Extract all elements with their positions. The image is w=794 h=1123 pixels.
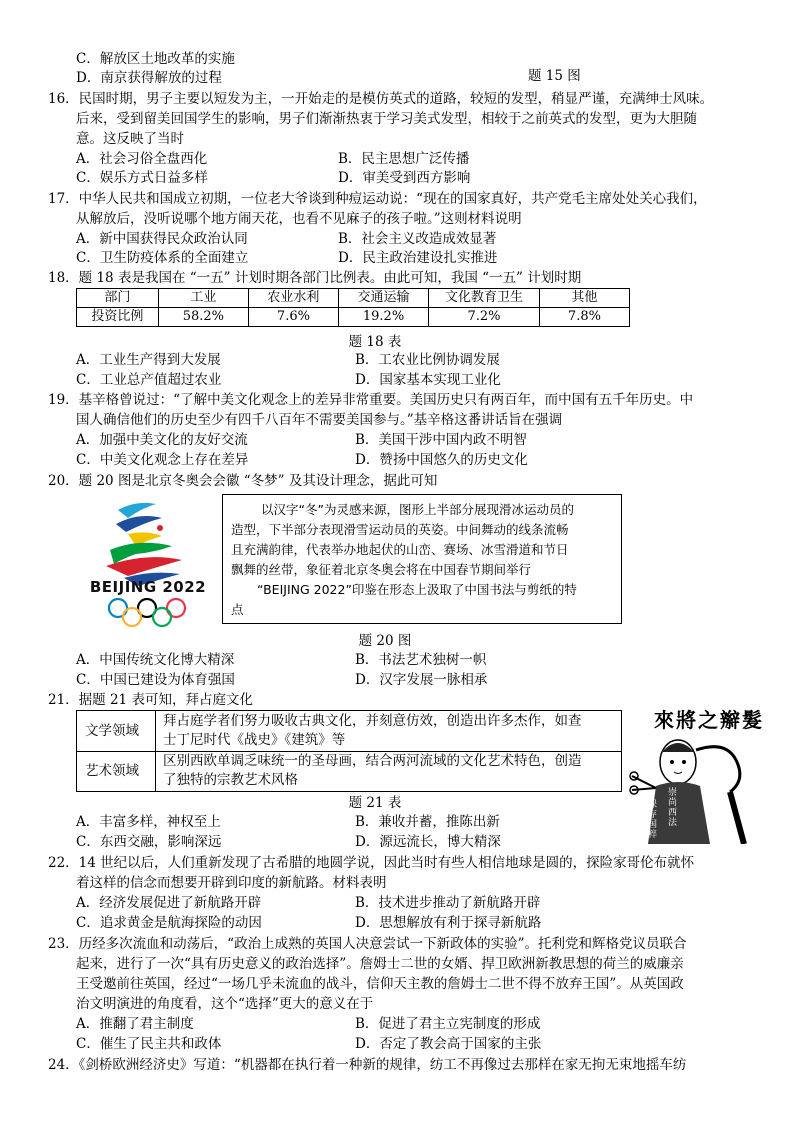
- q18-row-cell: 7.8%: [539, 308, 629, 327]
- q18-row-cell: 19.2%: [338, 308, 428, 327]
- q17-stem-line1: 17．中华人民共和国成立初期，一位老大爷谈到种痘运动说：“现在的国家真好，共产党毛主席处处关心我们，: [48, 191, 707, 207]
- q18-header-cell: 文化教育卫生: [429, 289, 540, 308]
- q18-option-c: C．工业总产值超过农业: [76, 372, 222, 388]
- q21-option-d: D．源远流长，博大精深: [355, 834, 501, 850]
- q21-stem-line1: 21．据题 21 表可知，拜占庭文化: [48, 692, 253, 708]
- q17-option-c: C．卫生防疫体系的全面建立: [76, 250, 249, 266]
- q19-option-b: B．美国干涉中国内政不明智: [355, 432, 527, 448]
- q21-row1-label: 文学领域: [85, 723, 139, 739]
- q16-option-c: C．娱乐方式日益多样: [76, 170, 208, 186]
- q20-box-line6: 点: [231, 602, 244, 617]
- cartoon-label-western: 崇尚西法: [668, 788, 678, 828]
- q20-option-b: B．书法艺术独树一帜: [355, 652, 487, 668]
- q20-box-line1: 以汉字“冬”为灵感来源，图形上半部分展现滑冰运动员的: [261, 502, 574, 517]
- q17-option-a: A．新中国获得民众政治认同: [76, 231, 248, 247]
- q21-row2-text1: 区别西欧单调乏味统一的圣母画，结合两河流域的文化艺术特色，创造: [163, 753, 582, 769]
- q21-table: [76, 710, 622, 792]
- q22-stem-line2: 着这样的信念而想要开辟到印度的新航路。材料表明: [76, 875, 387, 891]
- q16-stem-line1: 16．民国时期，男子主要以短发为主，一开始走的是模仿英式的道路，较短的发型，稍显严谨，充满绅士风味。: [48, 91, 714, 107]
- q23-stem-line3: 王受邀前往英国，经过“一场几乎未流血的战斗，信仰天主教的詹姆士二世不得不放弃王国”。从英国政: [76, 976, 684, 992]
- q23-stem-line2: 起来，进行了一次“具有历史意义的政治选择”。詹姆士二世的女婿、捍卫欧洲新教思想的荷兰的威廉亲: [76, 956, 684, 972]
- q18-header-cell: 交通运输: [338, 289, 428, 308]
- q23-option-c: C．催生了民主共和政体: [76, 1036, 222, 1052]
- q21-row2-label: 艺术领域: [85, 763, 139, 779]
- beijing-2022-emblem: [76, 494, 218, 628]
- q16-stem-line2: 后来，受到留美回国学生的影响，男子们渐渐热衷于学习美式发型，相较于之前英式的发型，更为大胆随: [76, 111, 697, 127]
- q18-header-cell: 工业: [158, 289, 248, 308]
- q20-description-box: [222, 494, 622, 624]
- q18-option-a: A．工业生产得到大发展: [76, 352, 221, 368]
- q18-option-b: B．工农业比例协调发展: [355, 352, 500, 368]
- q21-row1-text2: 士丁尼时代《战史》《建筑》等: [163, 732, 346, 748]
- q22-option-c: C．追求黄金是航海探险的动因: [76, 915, 262, 931]
- q18-row-cell: 7.6%: [248, 308, 338, 327]
- q22-option-b: B．技术进步推动了新航路开辟: [355, 895, 541, 911]
- q21-table-caption: 题 21 表: [348, 795, 402, 811]
- cartoon-title: 來將之辮髮: [654, 708, 764, 732]
- q19-stem-line2: 国人确信他们的历史至少有四千八百年不需要美国参与。”基辛格这番讲话旨在强调: [76, 412, 563, 428]
- queue-cutting-cartoon: [626, 704, 792, 844]
- q21-row1-text1: 拜占庭学者们努力吸收古典文化，并刻意仿效，创造出许多杰作，如查: [163, 713, 582, 729]
- q16-option-b: B．民主思想广泛传播: [338, 151, 470, 167]
- q19-option-c: C．中美文化观念上存在差异: [76, 452, 249, 468]
- q18-table-caption: 题 18 表: [348, 334, 402, 350]
- q20-option-a: A．中国传统文化博大精深: [76, 652, 235, 668]
- q20-box-line3: 且充满韵律，代表举办地起伏的山峦、赛场、冰雪滑道和节日: [231, 542, 569, 557]
- q21-row2-text2: 了独特的宗教艺术风格: [163, 772, 298, 788]
- q16-option-a: A．社会习俗全盘西化: [76, 151, 208, 167]
- q23-option-d: D．否定了教会高于国家的主张: [355, 1036, 542, 1052]
- q23-option-b: B．促进了君主立宪制度的形成: [355, 1016, 541, 1032]
- q17-stem-line2: 从解放后，没听说哪个地方闹天花，也看不见麻子的孩子啦。”这则材料说明: [76, 211, 522, 227]
- q22-stem-line1: 22．14 世纪以后，人们重新发现了古希腊的地圆学说，因此当时有些人相信地球是圆的，探险家哥伦布就怀: [48, 855, 695, 871]
- q21-option-c: C．东西交融，影响深远: [76, 834, 222, 850]
- q18-header-cell: 其他: [539, 289, 629, 308]
- q15-option-d: D．南京获得解放的过程: [76, 70, 222, 86]
- q24-stem-line1: 24．《剑桥欧洲经济史》写道：“机器都在执行着一种新的规律，纺工不再像过去那样在家无拘无束地摇车纺: [48, 1057, 687, 1073]
- q23-stem-line1: 23．历经多次流血和动荡后，“政治上成熟的英国人决意尝试一下新政体的实验”。托利党和辉格党议员联合: [48, 936, 687, 952]
- q21-option-b: B．兼收并蓄，推陈出新: [355, 814, 500, 830]
- q23-option-a: A．推翻了君主制度: [76, 1016, 194, 1032]
- q20-option-c: C．中国已建设为体育强国: [76, 672, 235, 688]
- q15-option-c: C．解放区土地改革的实施: [76, 51, 235, 67]
- q18-table: [76, 288, 630, 327]
- q19-option-d: D．赞扬中国悠久的历史文化: [355, 452, 528, 468]
- q20-box-line4: 飘舞的丝带，象征着北京冬奥会将在中国春节期间举行: [231, 562, 532, 577]
- q18-row-cell: 投资比例: [77, 308, 159, 327]
- q22-option-d: D．思想解放有利于探寻新航路: [355, 915, 542, 931]
- olympic-rings-icon: [106, 598, 188, 628]
- q17-option-b: B．社会主义改造成效显著: [338, 231, 497, 247]
- q19-option-a: A．加强中美文化的友好交流: [76, 432, 248, 448]
- q17-option-d: D．民主政治建设扎实推进: [338, 250, 498, 266]
- q19-stem-line1: 19．基辛格曾说过：“了解中美文化观念上的差异非常重要。美国历史只有两百年，而中国有五千年历史。中: [48, 392, 694, 408]
- q20-box-line5: “BEIJING 2022”印鉴在形态上汲取了中国书法与剪纸的特: [257, 582, 577, 597]
- q20-figure-caption: 题 20 图: [358, 633, 412, 649]
- q18-stem-line1: 18．题 18 表是我国在 “一五” 计划时期各部门比例表。由此可知，我国 “一五” 计划时期: [48, 270, 582, 286]
- q16-stem-line3: 意。这反映了当时: [76, 131, 184, 147]
- q20-box-line2: 造型，下半部分表现滑雪运动员的英姿。中间舞动的线条流畅: [231, 522, 569, 537]
- q18-header-cell: 农业水利: [248, 289, 338, 308]
- q21-option-a: A．丰富多样，神权至上: [76, 814, 221, 830]
- q23-stem-line4: 治文明演进的角度看，这个“选择”更大的意义在于: [76, 996, 374, 1012]
- q15-figure-caption: 题 15 图: [528, 68, 581, 84]
- q18-header-cell: 部门: [77, 289, 159, 308]
- q20-stem-line1: 20．题 20 图是北京冬奥会会徽 “冬梦” 及其设计理念，据此可知: [48, 473, 438, 489]
- q22-option-a: A．经济发展促进了新航路开辟: [76, 895, 262, 911]
- q18-row-cell: 58.2%: [158, 308, 248, 327]
- cartoon-label-heritage: 保存国粹: [648, 800, 658, 840]
- q18-row-cell: 7.2%: [429, 308, 540, 327]
- q18-option-d: D．国家基本实现工业化: [355, 372, 501, 388]
- emblem-wordmark: BEIJING 2022: [89, 578, 207, 596]
- q16-option-d: D．审美受到西方影响: [338, 170, 471, 186]
- q20-option-d: D．汉字发展一脉相承: [355, 672, 488, 688]
